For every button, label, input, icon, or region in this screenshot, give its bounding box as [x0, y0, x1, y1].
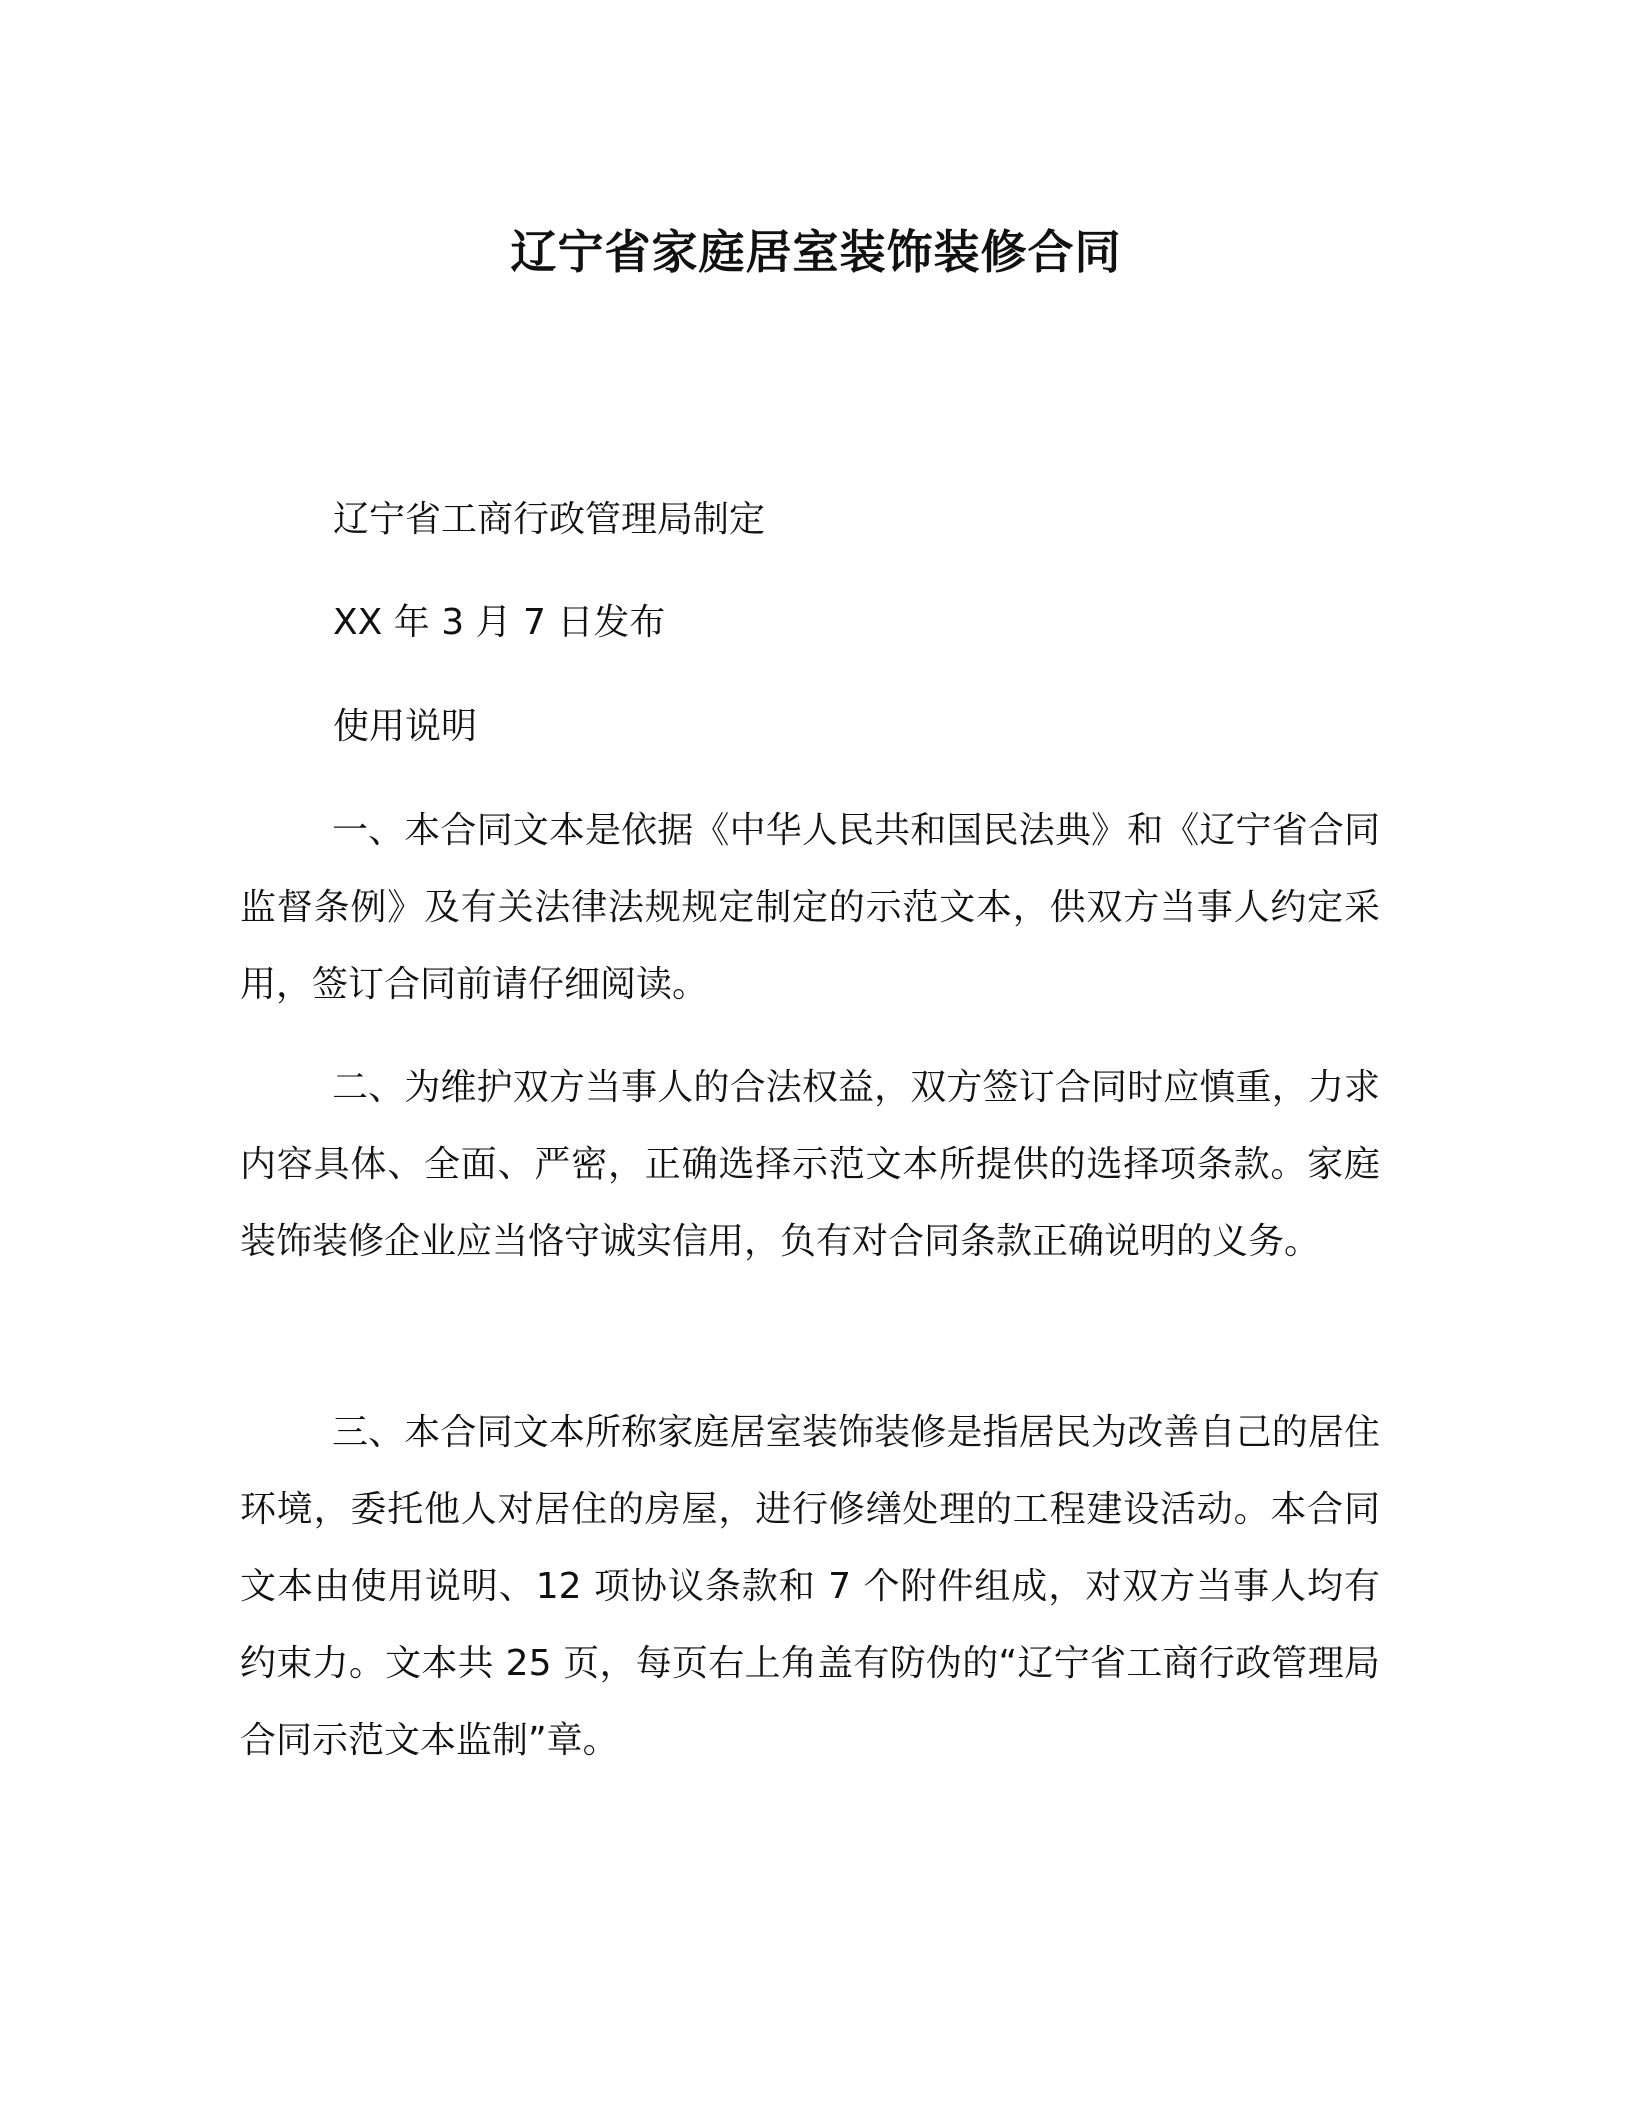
paragraph-1: 一、本合同文本是依据《中华人民共和国民法典》和《辽宁省合同监督条例》及有关法律法规规定制定的示范文本，供双方当事人约定采用，签订合同前请仔细阅读。 — [240, 810, 1380, 1005]
document-title: 辽宁省家庭居室装饰装修合同 — [510, 225, 1122, 279]
paragraph-3: 三、本合同文本所称家庭居室装饰装修是指居民为改善自己的居住环境，委托他人对居住的房屋，进行修缮处理的工程建设活动。本合同文本由使用说明、12 项协议条款和 7 个附件组成，对双方当事人均有约束力。文本共 25 页，每页右上角盖有防伪的“辽宁省工商行政管理局合同示范文本监制”章。 — [240, 1412, 1380, 1761]
paragraph-2: 二、为维护双方当事人的合法权益，双方签订合同时应慎重，力求内容具体、全面、严密，正确选择示范文本所提供的选择项条款。家庭装饰装修企业应当恪守诚实信用，负有对合同条款正确说明的义务。 — [240, 1067, 1380, 1262]
issuer-line: 辽宁省工商行政管理局制定 — [333, 499, 766, 540]
section-heading: 使用说明 — [333, 706, 478, 747]
publish-date-line: XX 年 3 月 7 日发布 — [333, 602, 666, 643]
